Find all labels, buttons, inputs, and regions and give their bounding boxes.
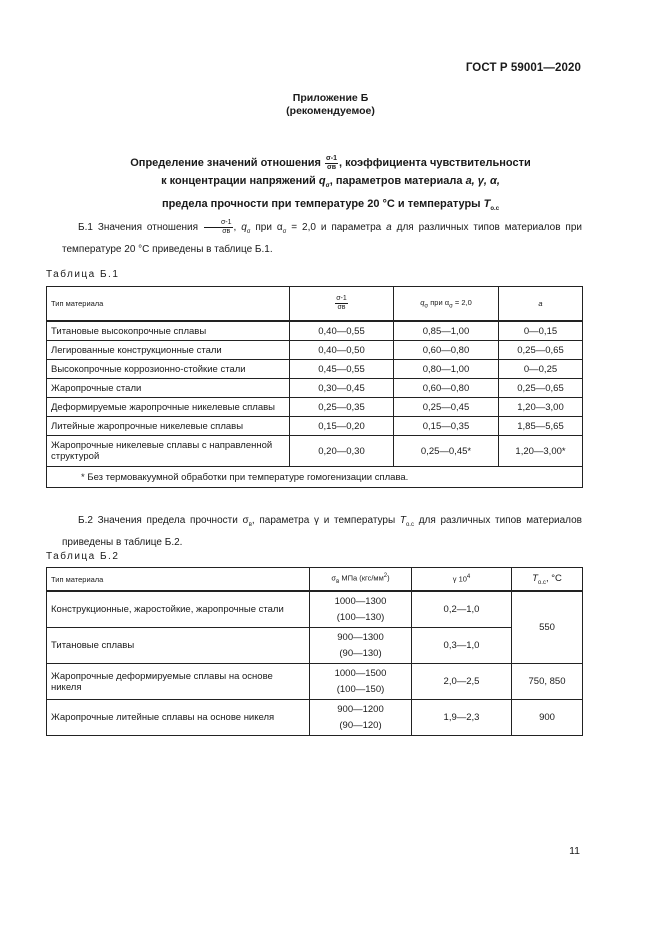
- cell-type: Конструкционные, жаростойкие, жаропрочные стали: [47, 591, 310, 628]
- cell-gamma: 0,2—1,0: [412, 591, 512, 628]
- cell-a: 0—0,15: [499, 321, 583, 341]
- cell-sigma: 900—1300 (90—130): [310, 628, 412, 664]
- cell-a: 1,20—3,00: [499, 398, 583, 417]
- cell-a: 1,85—5,65: [499, 417, 583, 436]
- cell-ratio: 0,15—0,20: [290, 417, 394, 436]
- cell-type: Жаропрочные литейные сплавы на основе никеля: [47, 700, 310, 736]
- ratio-fraction: $\frac{\sigma-1}{\sigma в}$: [325, 154, 337, 171]
- page-number: 11: [569, 845, 580, 857]
- cell-ratio: 0,25—0,35: [290, 398, 394, 417]
- paragraph-b2: Б.2 Значения предела прочности $\sigma_в$, параметра γ и температуры $T_{o.c}$ для различных типов материалов приведены в таблице Б.2.: [62, 515, 582, 548]
- cell-temperature-merged: 550: [512, 591, 583, 664]
- cell-ratio: 0,40—0,50: [290, 341, 394, 360]
- ratio-fraction: $\frac{\sigma-1}{\sigma в}$: [204, 219, 233, 236]
- cell-ratio: 0,20—0,30: [290, 436, 394, 467]
- cell-q: 0,25—0,45*: [394, 436, 499, 467]
- annex-title: Приложение Б: [292, 92, 369, 104]
- table-b1-caption: Таблица Б.1: [46, 269, 120, 280]
- cell-a: 0,25—0,65: [499, 341, 583, 360]
- table-row: [47, 360, 583, 379]
- cell-temperature: 900: [512, 700, 583, 736]
- cell-sigma: 900—1200 (90—120): [310, 700, 412, 736]
- cell-q: 0,15—0,35: [394, 417, 499, 436]
- column-header-q: $q_\sigma$ при $\alpha_\sigma = 2,0$: [394, 287, 499, 322]
- cell-q: 0,60—0,80: [394, 379, 499, 398]
- column-header-ratio: $\frac{\sigma-1}{\sigma в}$: [290, 287, 394, 322]
- paragraph-b1: Б.1 Значения отношения $\frac{\sigma-1}{\sigma в}$ , $q_\sigma$ при $\alpha_\sigma = 2,0$ и параметра a для различных типов материалов при температуре 20 °С приведены в таблице Б.1.: [62, 219, 582, 256]
- table-b2: [46, 567, 583, 736]
- table-header-row: [47, 568, 583, 592]
- table-footnote: * Без термовакуумной обработки при температуре гомогенизации сплава.: [47, 467, 583, 488]
- table-row: [47, 700, 583, 736]
- column-header-gamma: γ $10^4$: [412, 568, 512, 592]
- cell-q: 0,60—0,80: [394, 341, 499, 360]
- cell-type: Литейные жаропрочные никелевые сплавы: [47, 417, 290, 436]
- section-title: [0, 154, 661, 218]
- section-title-line-1: Определение значений отношения $\frac{\sigma-1}{\sigma в}$ , коэффициента чувствительности: [130, 154, 531, 171]
- cell-type: Жаропрочные деформируемые сплавы на основе никеля: [47, 664, 310, 700]
- cell-type: Высокопрочные коррозионно-стойкие стали: [47, 360, 290, 379]
- section-title-line-2: к концентрации напряжений $q_\sigma$, параметров материала a, γ, α,: [161, 175, 500, 190]
- cell-gamma: 2,0—2,5: [412, 664, 512, 700]
- cell-gamma: 1,9—2,3: [412, 700, 512, 736]
- table-row: [47, 379, 583, 398]
- table-row: [47, 321, 583, 341]
- table-row: [47, 591, 583, 628]
- cell-a: 1,20—3,00*: [499, 436, 583, 467]
- table-row: [47, 341, 583, 360]
- cell-a: 0—0,25: [499, 360, 583, 379]
- cell-type: Деформируемые жаропрочные никелевые сплавы: [47, 398, 290, 417]
- cell-gamma: 0,3—1,0: [412, 628, 512, 664]
- table-row: [47, 628, 583, 664]
- standard-number: ГОСТ Р 59001—2020: [465, 62, 581, 74]
- annex-heading: [0, 92, 661, 118]
- cell-type: Титановые сплавы: [47, 628, 310, 664]
- cell-type: Жаропрочные стали: [47, 379, 290, 398]
- table-row: [47, 398, 583, 417]
- cell-type: Легированные конструкционные стали: [47, 341, 290, 360]
- table-b2-caption: Таблица Б.2: [46, 551, 120, 562]
- column-header-temperature: $T_{o.c}$, °С: [512, 568, 583, 592]
- table-row: [47, 436, 583, 467]
- column-header-type: Тип материала: [47, 568, 310, 592]
- table-row: [47, 417, 583, 436]
- cell-q: 0,25—0,45: [394, 398, 499, 417]
- column-header-sigma: $\sigma_в$ МПа $(кгс/мм^2)$: [310, 568, 412, 592]
- cell-ratio: 0,45—0,55: [290, 360, 394, 379]
- cell-q: 0,80—1,00: [394, 360, 499, 379]
- cell-a: 0,25—0,65: [499, 379, 583, 398]
- table-row: [47, 664, 583, 700]
- cell-q: 0,85—1,00: [394, 321, 499, 341]
- column-header-a: a: [499, 287, 583, 322]
- cell-ratio: 0,30—0,45: [290, 379, 394, 398]
- cell-ratio: 0,40—0,55: [290, 321, 394, 341]
- cell-type: Титановые высокопрочные сплавы: [47, 321, 290, 341]
- cell-type: Жаропрочные никелевые сплавы с направленной структурой: [47, 436, 290, 467]
- table-header-row: [47, 287, 583, 322]
- table-b1: [46, 286, 583, 488]
- section-title-line-3: предела прочности при температуре 20 °С и температуры $T_{o.c}$: [161, 198, 500, 213]
- column-header-type: Тип материала: [47, 287, 290, 322]
- annex-status: (рекомендуемое): [286, 105, 375, 117]
- cell-temperature: 750, 850: [512, 664, 583, 700]
- table-footnote-row: [47, 467, 583, 488]
- cell-sigma: 1000—1500 (100—150): [310, 664, 412, 700]
- cell-sigma: 1000—1300 (100—130): [310, 591, 412, 628]
